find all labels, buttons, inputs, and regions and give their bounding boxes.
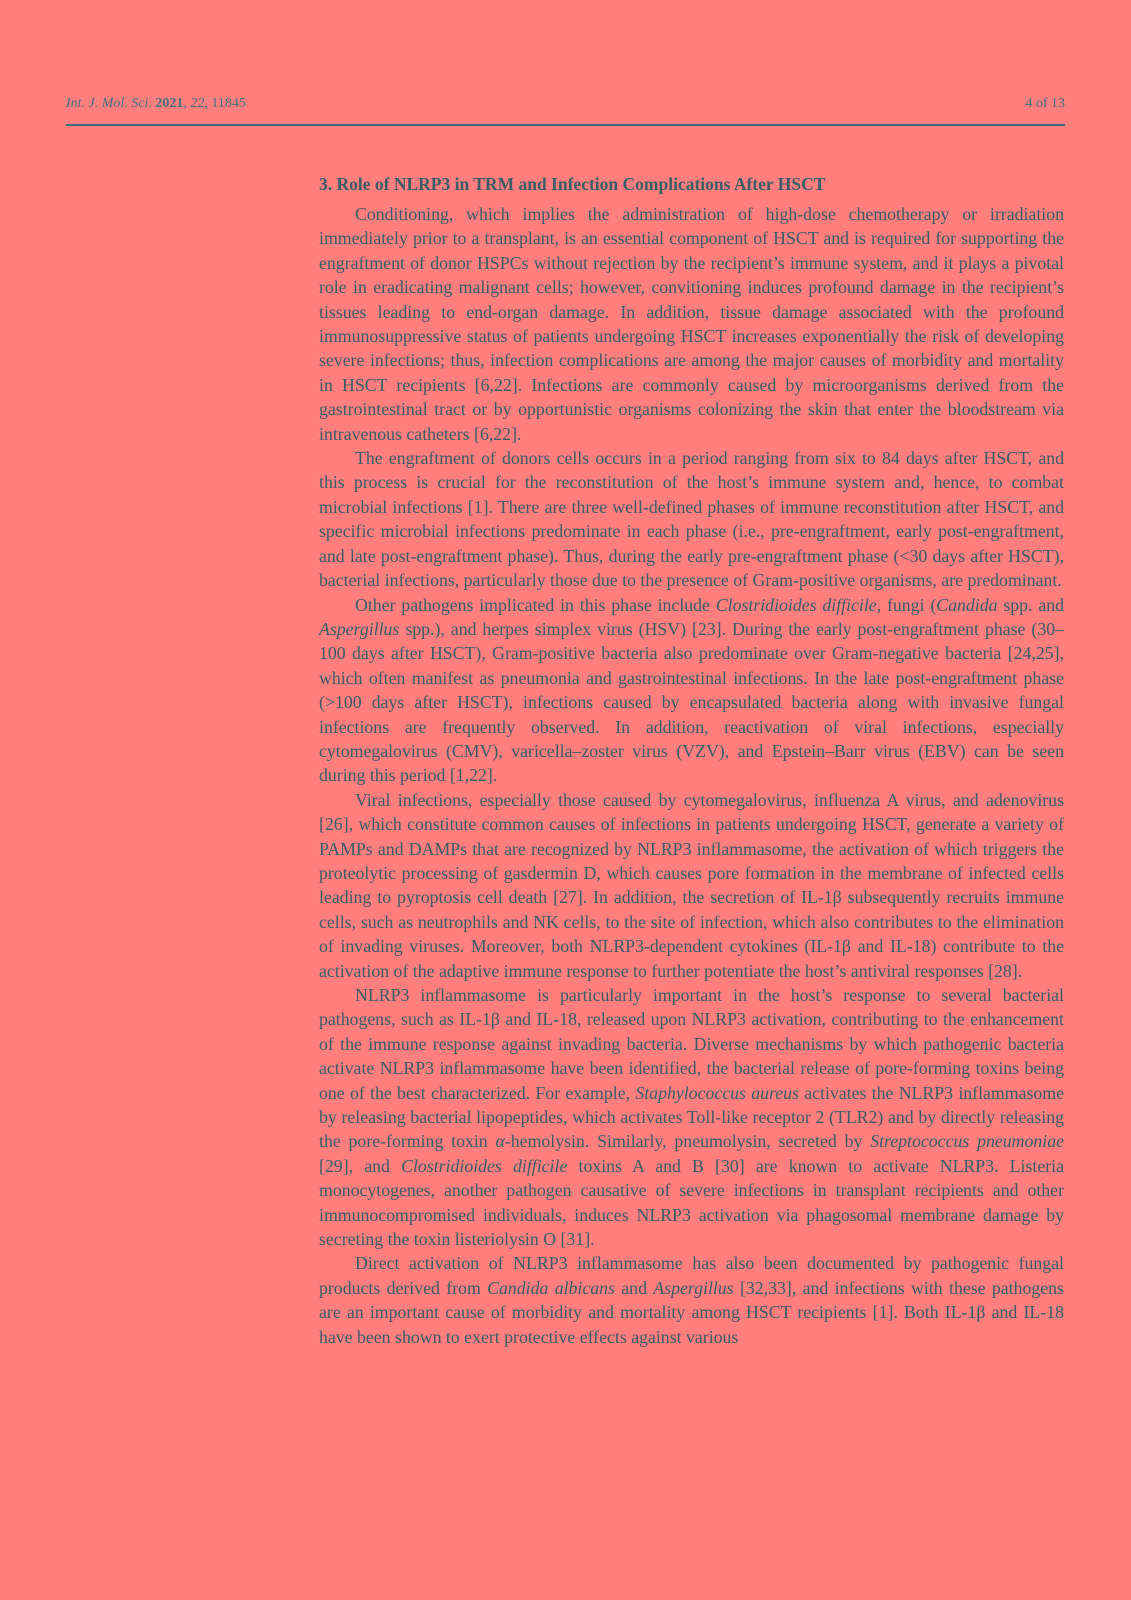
paragraph-text: toxins A and B [30] are known to activate NLRP3. Listeria monocytogenes, another pathogen causative of severe infections in transplant recipients and other immunocompromised individuals, induces NLRP3 activation via phagosomal membrane damage by secreting the toxin listeriolysin O [31]. (319, 1155, 1064, 1250)
journal-citation: Int. J. Mol. Sci. 2021, 22, 11845 (66, 96, 246, 111)
italic-term: Clostridioides difficile (401, 1155, 568, 1176)
paragraph-text: Other pathogens implicated in this phase include (355, 594, 716, 615)
italic-term: Aspergillus (319, 618, 400, 639)
italic-term: α (495, 1131, 505, 1152)
italic-term: Candida albicans (487, 1277, 615, 1298)
paragraph-text: spp. and (997, 594, 1064, 615)
paragraph-fungal-activation (319, 1251, 1064, 1349)
italic-term: Clostridioides difficile (715, 594, 877, 615)
italic-term: Staphylococcus aureus (635, 1082, 799, 1103)
paragraph-text: and (614, 1277, 654, 1298)
italic-term: Streptococcus pneumoniae (870, 1131, 1064, 1152)
paragraph-text: [29], and (319, 1155, 402, 1176)
paragraph-text: [32,33], and infections with these pathogens are an important cause of morbidity and mortality among HSCT recipients [1]. Both IL-1β and IL-18 have been shown to exert protective effects against various (319, 1277, 1064, 1347)
running-header (66, 96, 1065, 126)
paragraph-text: Viral infections, especially those caused by cytomegalovirus, influenza A virus, and adenovirus [26], which constitute common causes of infections in patients undergoing HSCT, generate a variety of PAMPs and DAMPs that are recognized by NLRP3 inflammasome, the activation of which triggers the proteolytic processing of gasdermin D, which causes pore formation in the membrane of infected cells leading to pyroptosis cell death [27]. In addition, the secretion of IL-1β subsequently recruits immune cells, such as neutrophils and NK cells, to the site of infection, which also contributes to the elimination of invading viruses. Moreover, both NLRP3-dependent cytokines (IL-1β and IL-18) contribute to the activation of the adaptive immune response to further potentiate the host’s antiviral responses [28]. (319, 789, 1064, 981)
paragraph-text: , fungi ( (876, 594, 937, 615)
paragraph-text: -hemolysin. Similarly, pneumolysin, secreted by (504, 1131, 871, 1152)
journal-year: 2021 (155, 96, 184, 111)
article-body (319, 172, 1064, 1349)
paragraph-bacterial-pathogens (319, 983, 1064, 1251)
paragraph-text: Direct activation of NLRP3 inflammasome has also been documented by pathogenic fungal products derived from (319, 1253, 1064, 1298)
section-heading: 3. Role of NLRP3 in TRM and Infection Complications After HSCT (319, 174, 826, 194)
paragraph-viral-infections (319, 788, 1064, 983)
paragraph-text: Conditioning, which implies the administration of high-dose chemotherapy or irradiation immediately prior to a transplant, is an essential component of HSCT and is required for supporting the engraftment of donor HSPCs without rejection by the recipient’s immune system, and it plays a pivotal role in eradicating malignant cells; however, convitioning induces profound damage in the recipient’s tissues leading to end-organ damage. In addition, tissue damage associated with the profound immunosuppressive status of patients undergoing HSCT increases exponentially the risk of developing severe infections; thus, infection complications are among the major causes of morbidity and mortality in HSCT recipients [6,22]. Infections are commonly caused by microorganisms derived from the gastrointestinal tract or by opportunistic organisms colonizing the skin that enter the bloodstream via intravenous catheters [6,22]. (319, 204, 1064, 444)
paragraph-text: NLRP3 inflammasome is particularly important in the host’s response to several bacterial pathogens, such as IL-1β and IL-18, released upon NLRP3 activation, contributing to the enhancement of the immune response against invading bacteria. Diverse mechanisms by which pathogenic bacteria activate NLRP3 inflammasome have been identified, the bacterial release of pore-forming toxins being one of the best characterized. For example, (319, 985, 1064, 1103)
page-number: 4 of 13 (1025, 96, 1065, 111)
paragraph-text: activates the NLRP3 inflammasome by releasing bacterial lipopeptides, which activates Toll-like receptor 2 (TLR2) and by directly releasing the pore-forming toxin (319, 1082, 1064, 1152)
journal-name: Int. J. Mol. Sci. (66, 96, 152, 111)
paragraph-conditioning (319, 202, 1064, 446)
italic-term: Aspergillus (653, 1277, 734, 1298)
paragraph-text: The engraftment of donors cells occurs in a period ranging from six to 84 days after HSCT, and this process is crucial for the reconstitution of the host’s immune system and, hence, to combat microbial infections [1]. There are three well-defined phases of immune reconstitution after HSCT, and specific microbial infections predominate in each phase (i.e., pre-engraftment, early post-engraftment, and late post-engraftment phase). Thus, during the early pre-engraftment phase (<30 days after HSCT), bacterial infections, particularly those due to the presence of Gram-positive organisms, are predominant. (319, 448, 1064, 591)
paragraph-text: spp.), and herpes simplex virus (HSV) [23]. During the early post-engraftment phase (30–100 days after HSCT), Gram-positive bacteria also predominate over Gram-negative bacteria [24,25], which often manifest as pneumonia and gastrointestinal infections. In the late post-engraftment phase (>100 days after HSCT), infections caused by encapsulated bacteria along with invasive fungal infections are frequently observed. In addition, reactivation of viral infections, especially cytomegalovirus (CMV), varicella–zoster virus (VZV), and Epstein–Barr virus (EBV) can be seen during this period [1,22]. (319, 618, 1064, 786)
journal-volume: 22 (190, 96, 205, 111)
italic-term: Candida (936, 594, 998, 615)
paragraph-engraftment (319, 446, 1064, 592)
article-number: 11845 (211, 96, 246, 111)
paragraph-pathogens (319, 593, 1064, 788)
